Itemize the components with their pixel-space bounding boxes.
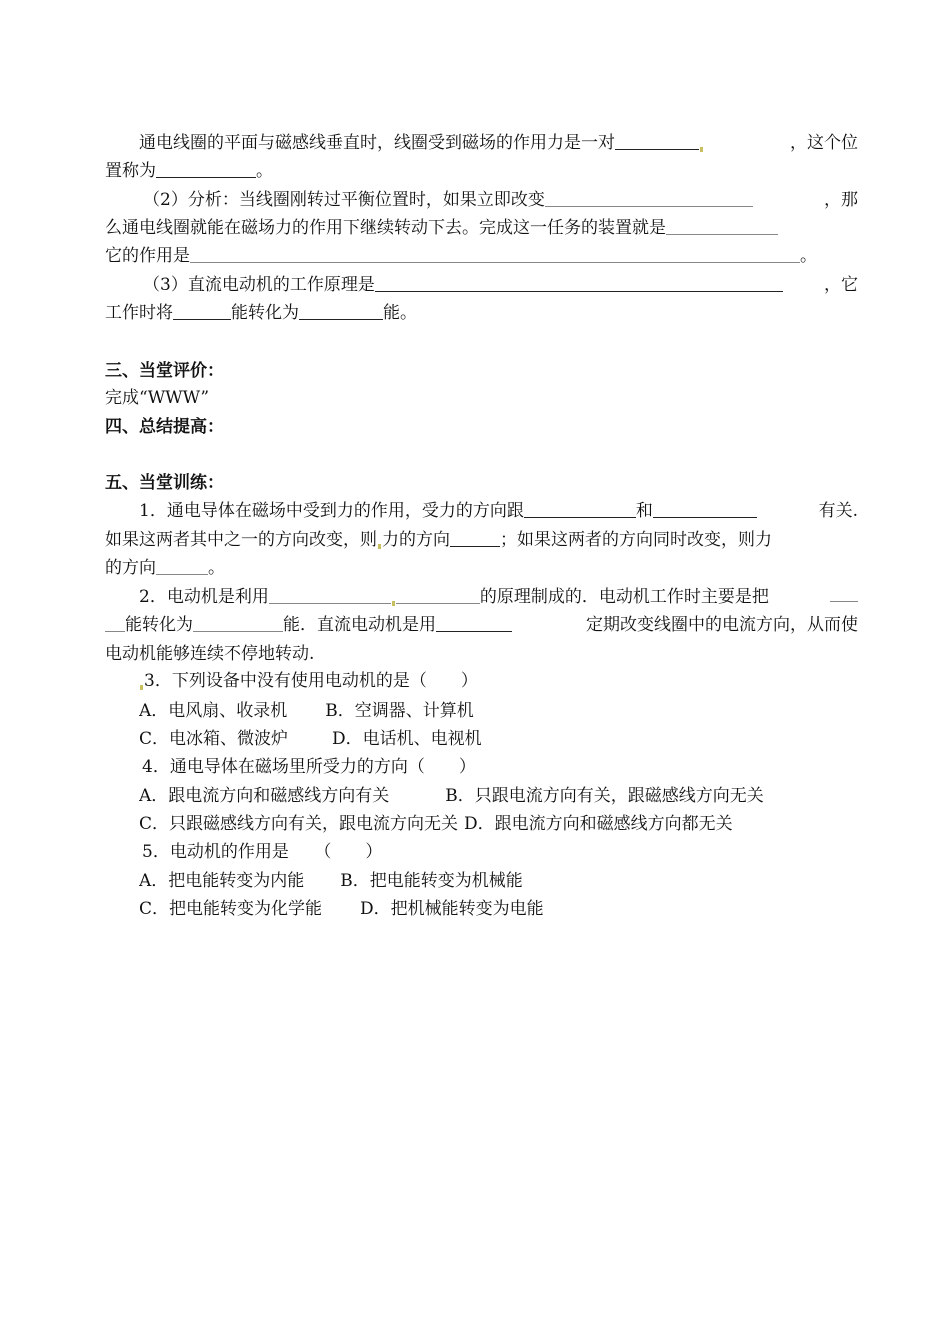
text: 能．直流电动机是用 [283,615,436,635]
blank-q1-one-change[interactable] [450,528,500,547]
paragraph-analysis-role [105,242,858,270]
option-3b[interactable]: B．空调器、计算机 [325,701,474,721]
text: 力的方向 [382,530,450,550]
text: 2．电动机是利用 [139,587,269,607]
section-title-summary: 四、总结提高： [105,417,224,437]
option-5d[interactable]: D．把机械能转变为电能 [360,899,544,919]
text: 。 [256,161,273,181]
option-3d[interactable]: D．电话机、电视机 [332,729,482,749]
mark-dot [378,544,381,549]
text: 能。 [383,303,417,323]
question-2 [139,583,858,611]
question-2-cont [105,611,858,639]
text: 1．通电导体在磁场中受到力的作用，受力的方向跟 [139,501,524,521]
section-title-evaluation: 三、当堂评价： [105,361,224,381]
text: ，它 [824,275,858,295]
option-4d[interactable]: D．跟电流方向和磁感线方向都无关 [464,814,733,834]
blank-q2-from-a[interactable] [830,583,858,602]
text: 么通电线圈就能在磁场力的作用下继续转动下去。完成这一任务的装置就是 [105,218,666,238]
mark-dot [700,147,703,152]
paragraph-coil-balance [139,129,858,157]
paragraph-principle-cont [105,299,858,327]
blank-force-pair[interactable] [615,131,699,150]
option-4a[interactable]: A．跟电流方向和磁感线方向有关 [139,786,390,806]
text: （2）分析：当线圈刚转过平衡位置时，如果立即改变 [143,190,545,210]
blank-q2-from-b[interactable] [105,613,125,632]
blank-device[interactable] [666,216,778,235]
blank-q2-to[interactable] [193,613,283,632]
question-1-end [105,554,858,582]
option-3a[interactable]: A．电风扇、收录机 [139,701,288,721]
text: 。 [800,246,817,266]
text: 工作时将 [105,303,173,323]
text: 和 [635,501,653,521]
paragraph-analysis [143,186,858,214]
paragraph-principle [143,271,858,299]
blank-q1-second[interactable] [653,499,757,518]
question-4: 4．通电导体在磁场里所受力的方向（ ） [142,757,476,777]
text: 定期改变线圈中的电流方向，从而使 [586,615,858,635]
text: 的方向 [105,558,156,578]
text: 能转化为 [125,615,193,635]
text: 通电线圈的平面与磁感线垂直时，线圈受到磁场的作用力是一对 [139,133,615,153]
blank-energy-to[interactable] [299,301,383,320]
blank-q1-both-change[interactable] [156,556,208,575]
question-1 [139,497,858,525]
blank-q2-principle-b[interactable] [396,585,480,604]
text: （3）直流电动机的工作原理是 [143,275,375,295]
question-3 [139,667,858,695]
text: ，这个位 [790,133,858,153]
text: 的原理制成的．电动机工作时主要是把 [479,587,769,607]
blank-q2-principle-a[interactable] [269,585,391,604]
evaluation-body: 完成“WWW” [105,388,210,408]
question-5: 5．电动机的作用是 （ ） [142,842,383,862]
option-5c[interactable]: C．把电能转变为化学能 [139,899,323,919]
question-5-options-cd [139,895,858,923]
text: 如果这两者其中之一的方向改变，则 [105,530,377,550]
question-4-options-cd [139,810,858,838]
question-3-options-ab [139,697,858,725]
option-5b[interactable]: B．把电能转变为机械能 [340,871,523,891]
text: 置称为 [105,161,156,181]
blank-principle[interactable] [375,273,783,292]
text: 。 [208,558,225,578]
question-1-cont [105,526,858,554]
option-3c[interactable]: C．电冰箱、微波炉 [139,729,289,749]
text: 它的作用是 [105,246,190,266]
question-3-options-cd [139,725,858,753]
option-4c[interactable]: C．只跟磁感线方向有关，跟电流方向无关 [139,814,459,834]
text: 有关. [818,501,858,521]
blank-energy-from[interactable] [173,301,231,320]
paragraph-coil-balance-cont [105,157,858,185]
blank-position-name[interactable] [156,159,256,178]
section-title-practice: 五、当堂训练： [105,473,224,493]
text: 能转化为 [231,303,299,323]
mark-dot [392,601,395,606]
blank-q2-device[interactable] [436,613,512,632]
mark-dot [140,685,143,690]
option-4b[interactable]: B．只跟电流方向有关，跟磁感线方向无关 [445,786,764,806]
question-5-options-ab [139,867,858,895]
blank-change[interactable] [545,188,753,207]
paragraph-analysis-cont [105,214,858,242]
blank-role[interactable] [190,244,800,263]
blank-q1-first[interactable] [524,499,636,518]
text: ；如果这两者的方向同时改变，则力 [500,530,772,550]
question-2-end: 电动机能够连续不停地转动. [105,644,315,664]
question-4-options-ab [139,782,858,810]
text: 3．下列设备中没有使用电动机的是（ ） [144,671,478,691]
text: ，那 [824,190,858,210]
option-5a[interactable]: A．把电能转变为内能 [139,871,305,891]
